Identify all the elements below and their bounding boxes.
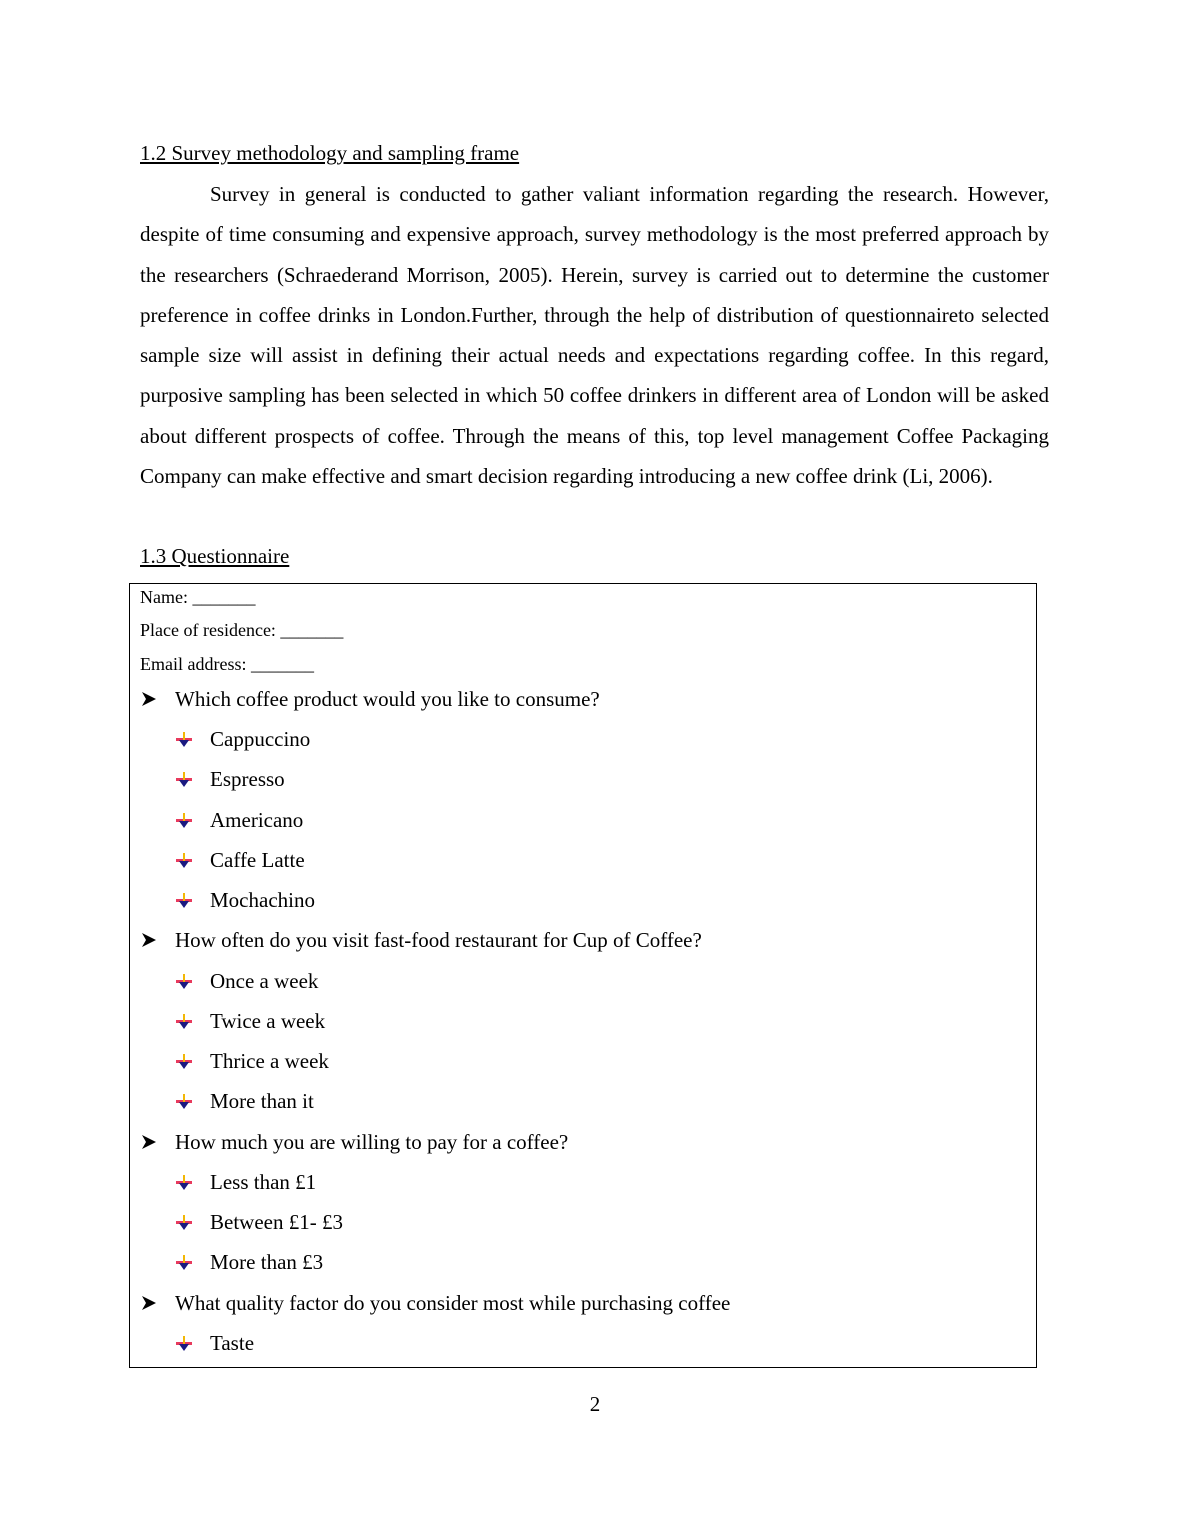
- page-number: 2: [589, 1392, 601, 1416]
- plus-arrow-bullet-icon: [175, 1093, 193, 1110]
- arrowhead-bullet-icon: [140, 690, 158, 708]
- arrowhead-bullet-icon: [140, 1133, 158, 1151]
- plus-arrow-bullet-icon: [175, 771, 193, 788]
- plus-arrow-bullet-icon: [175, 1053, 193, 1070]
- plus-arrow-bullet-icon: [175, 1214, 193, 1231]
- plus-arrow-bullet-icon: [175, 852, 193, 869]
- question-text: How often do you visit fast-food restaurant for Cup of Coffee?: [175, 928, 702, 952]
- question-text: Which coffee product would you like to consume?: [175, 687, 600, 711]
- option-label: More than it: [210, 1089, 314, 1113]
- option-label: More than £3: [210, 1250, 324, 1274]
- plus-arrow-bullet-icon: [175, 1013, 193, 1030]
- plus-arrow-bullet-icon: [175, 1335, 193, 1352]
- option-label: Thrice a week: [210, 1049, 329, 1073]
- plus-arrow-bullet-icon: [175, 973, 193, 990]
- option-label: Between £1- £3: [210, 1210, 343, 1234]
- option-label: Americano: [210, 808, 304, 832]
- plus-arrow-bullet-icon: [175, 892, 193, 909]
- option-label: Less than £1: [210, 1170, 317, 1194]
- plus-arrow-bullet-icon: [175, 812, 193, 829]
- questionnaire-box: [129, 583, 1037, 1368]
- section-heading-survey-methodology: 1.2 Survey methodology and sampling frame: [140, 141, 520, 165]
- plus-arrow-bullet-icon: [175, 1254, 193, 1271]
- option-label: Espresso: [210, 767, 285, 791]
- section-heading-questionnaire: 1.3 Questionnaire: [140, 544, 290, 568]
- plus-arrow-bullet-icon: [175, 731, 193, 748]
- arrowhead-bullet-icon: [140, 1294, 158, 1312]
- option-label: Cappuccino: [210, 727, 311, 751]
- arrowhead-bullet-icon: [140, 931, 158, 949]
- plus-arrow-bullet-icon: [175, 1174, 193, 1191]
- option-label: Once a week: [210, 969, 319, 993]
- name-field: Name: _______: [140, 587, 256, 607]
- survey-methodology-paragraph: Survey in general is conducted to gather valiant information regarding the research. However, despite of time consuming and expensive approach, survey methodology is the most preferred approach by the researchers (Schraederand Morrison, 2005). Herein, survey is carried out to determine the customer preference in coffee drinks in London.Further, through the help of distribution of questionnaireto selected sample size will assist in defining their actual needs and expectations regarding coffee. In this regard, purposive sampling has been selected in which 50 coffee drinkers in different area of London will be asked about different prospects of coffee. Through the means of this, top level management Coffee Packaging Company can make effective and smart decision regarding introducing a new coffee drink (Li, 2006).: [140, 182, 1049, 489]
- email-address-field: Email address: _______: [140, 654, 314, 674]
- option-label: Taste: [210, 1331, 255, 1355]
- option-label: Twice a week: [210, 1009, 326, 1033]
- question-text: What quality factor do you consider most while purchasing coffee: [175, 1291, 731, 1315]
- question-text: How much you are willing to pay for a coffee?: [175, 1130, 569, 1154]
- place-of-residence-field: Place of residence: _______: [140, 620, 344, 640]
- option-label: Mochachino: [210, 888, 315, 912]
- option-label: Caffe Latte: [210, 848, 305, 872]
